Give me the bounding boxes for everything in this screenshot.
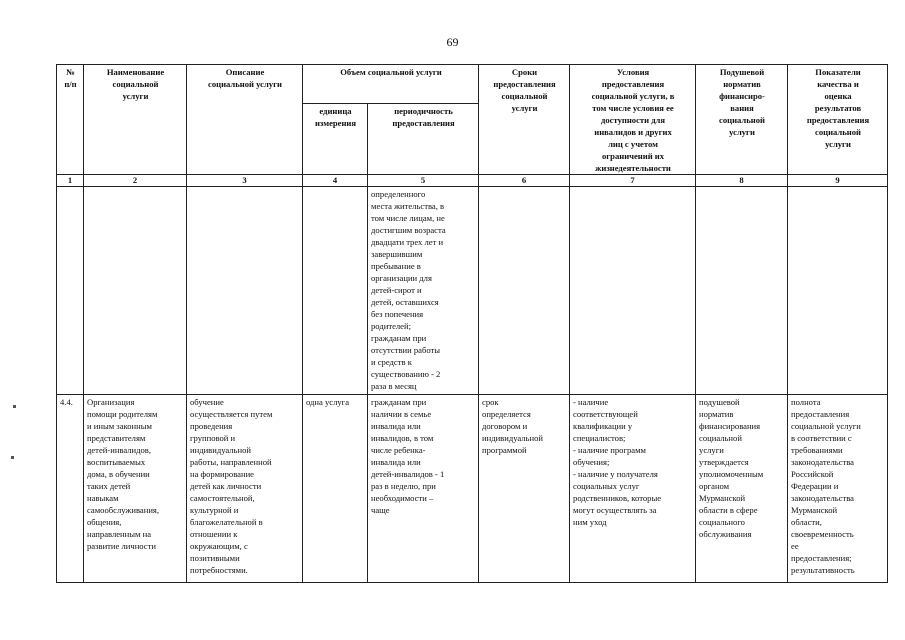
cell-financing: подушевой норматив финансирования социальной услуги утверждается уполномоченным органом Мурманской области в сфере социального обслуживания [696, 395, 788, 583]
social-services-table [56, 64, 888, 583]
cell-service-description: обучение осуществляется путем проведения групповой и индивидуальной работы, направленной на формирование детей как личности самостоятельной, культурной и благожелательной в отношении к окружающим, с позитивными потребностями. [187, 395, 303, 583]
column-number: 1 [57, 175, 84, 187]
header-service-description: Описание социальной услуги [187, 65, 303, 175]
table-body [57, 187, 888, 583]
column-number: 5 [368, 175, 479, 187]
cell-empty [57, 187, 84, 395]
services-table-container [56, 64, 887, 583]
table-header [57, 65, 888, 187]
header-periodicity: периодичность предоставления [368, 103, 479, 175]
column-number: 6 [479, 175, 570, 187]
table-row-continuation [57, 187, 888, 395]
cell-empty [570, 187, 696, 395]
cell-service-name: Организация помощи родителям и иным законным представителям детей-инвалидов, воспитываемых дома, в обучении таких детей навыкам самообслуживания, общения, направленным на развитие личности [84, 395, 187, 583]
header-terms: Сроки предоставления социальной услуги [479, 65, 570, 175]
cell-empty [788, 187, 888, 395]
header-financing: Подушевой норматив финансиро- вания социальной услуги [696, 65, 788, 175]
cell-empty [187, 187, 303, 395]
cell-empty [696, 187, 788, 395]
column-number: 2 [84, 175, 187, 187]
header-conditions: Условия предоставления социальной услуги, в том числе условия ее доступности для инвалидов и других лиц с учетом ограничений их жизнедеятельности [570, 65, 696, 175]
header-unit: единица измерения [303, 103, 368, 175]
cell-periodicity-continuation: определенного места жительства, в том числе лицам, не достигшим возраста двадцати трех лет и завершившим пребывание в организации для детей-сирот и детей, оставшихся без попечения родителей; гражданам при отсутствии работы и средств к существованию - 2 раза в месяц [368, 187, 479, 395]
cell-row-number: 4.4. [57, 395, 84, 583]
column-number: 4 [303, 175, 368, 187]
column-number: 9 [788, 175, 888, 187]
column-number-row [57, 175, 888, 187]
cell-empty [303, 187, 368, 395]
header-service-name: Наименование социальной услуги [84, 65, 187, 175]
scan-speck [13, 405, 16, 408]
header-quality: Показатели качества и оценка результатов предоставления социальной услуги [788, 65, 888, 175]
column-number: 3 [187, 175, 303, 187]
header-service-volume: Объем социальной услуги [303, 65, 479, 104]
scan-speck [11, 456, 14, 459]
cell-empty [479, 187, 570, 395]
cell-conditions: - наличие соответствующей квалификации у специалистов; - наличие программ обучения; - наличие у получателя социальных услуг родственников, которые могут осуществлять за ним уход [570, 395, 696, 583]
header-col-number: № п/п [57, 65, 84, 175]
cell-empty [84, 187, 187, 395]
table-row-4-4 [57, 395, 888, 583]
cell-periodicity: гражданам при наличии в семье инвалида или инвалидов, в том числе ребенка- инвалида или детей-инвалидов - 1 раз в неделю, при необходимости – чаще [368, 395, 479, 583]
header-row-1 [57, 65, 888, 104]
column-number: 7 [570, 175, 696, 187]
cell-terms: срок определяется договором и индивидуальной программой [479, 395, 570, 583]
column-number: 8 [696, 175, 788, 187]
cell-quality: полнота предоставления социальной услуги в соответствии с требованиями законодательства Российской Федерации и законодательства Мурманской области, своевременность ее предоставления; результативность [788, 395, 888, 583]
cell-unit: одна услуга [303, 395, 368, 583]
page-number: 69 [446, 35, 459, 49]
